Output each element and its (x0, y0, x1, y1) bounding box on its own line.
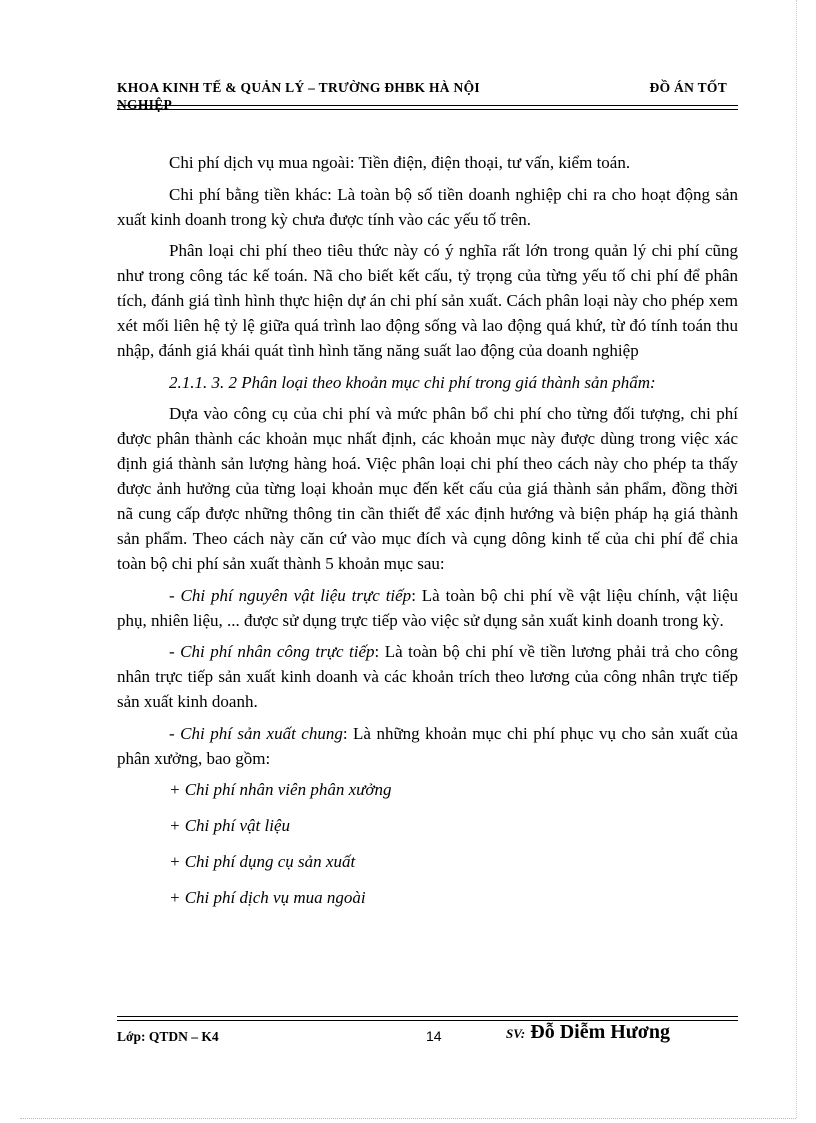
header-faculty: KHOA KINH TẾ & QUẢN LÝ – TRƯỜNG ĐHBK HÀ NỘI (117, 80, 480, 95)
list-item: + Chi phí vật liệu (169, 816, 291, 835)
header-rule-top (117, 105, 738, 106)
item-direct-materials-label: - Chi phí nguyên vật liệu trực tiếp (169, 585, 412, 605)
paragraph-cost-items-basis: Dựa vào công cụ của chi phí và mức phân bổ chi phí cho từng đối tượng, chi phí được phân thành các khoản mục nhất định, các khoản mục này được dùng trong việc xác định giá thành sản lượng hàng hoá. Việc phân loại chi phí theo cách này cho phép ta thấy được ảnh hưởng của từng loại khoản mục đến kết cấu của giá thành sản phẩm, đồng thời nã cung cấp được những thông tin cần thiết để xác định hướng và biện pháp hạ giá thành sản phẩm. Theo cách này căn cứ vào mục đích và cụng dông kinh tế của chi phí để chia toàn bộ chi phí sản xuất thành 5 khoản mục sau: (117, 404, 738, 573)
footer-class: Lớp: QTDN – K4 (117, 1029, 219, 1044)
paragraph-other-cash-costs: Chi phí bằng tiền khác: Là toàn bộ số tiền doanh nghiệp chi ra cho hoạt động sản xuất kinh doanh trong kỳ chưa được tính vào các yếu tố trên. (117, 184, 738, 229)
item-overhead-text: : Là những khoản mục chi phí phục vụ cho sản xuất của phân xưởng, bao gồm: (117, 723, 738, 768)
paragraph-classification-significance: Phân loại chi phí theo tiêu thức này có ý nghĩa rất lớn trong quản lý chi phí cũng như trong công tác kế toán. Nã cho biết kết cấu, tỷ trọng của từng yếu tố chi phí để phân tích, đánh giá tình hình thực hiện dự án chi phí sản xuất. Cách phân loại này cho phép xem xét mối liên hệ tỷ lệ giữa quá trình lao động sống và lao động quá khứ, từ đó tính toán thu nhập, đánh giá khái quát tình hình tăng năng suất lao động của doanh nghiệp (117, 241, 738, 360)
list-item: + Chi phí dịch vụ mua ngoài (169, 888, 366, 907)
header-document-type-continued: NGHIỆP (117, 97, 173, 112)
page-right-edge (796, 0, 797, 1118)
page-number: 14 (426, 1028, 442, 1044)
footer-student (506, 1021, 670, 1044)
item-overhead-label: - Chi phí sản xuất chung (169, 723, 343, 743)
item-overhead (117, 721, 738, 771)
item-direct-materials (117, 583, 738, 633)
page-body (117, 150, 738, 921)
item-direct-materials-text: : Là toàn bộ chi phí về vật liệu chính, vật liệu phụ, nhiên liệu, ... được sử dụng trực tiếp vào việc sử dụng sản xuất kinh doanh trong kỳ. (117, 585, 738, 630)
page-bottom-edge (20, 1118, 796, 1119)
section-subheading: 2.1.1. 3. 2 Phân loại theo khoản mục chi phí trong giá thành sản phẩm: (169, 372, 656, 392)
item-direct-labor-text: : Là toàn bộ chi phí về tiền lương phải trả cho công nhân trực tiếp sản xuất kinh doanh và các khoản trích theo lương của công nhân trực tiếp sản xuất kinh doanh. (117, 642, 739, 711)
student-label: SV: (506, 1026, 526, 1041)
student-name: Đỗ Diễm Hương (525, 1021, 671, 1043)
list-item: + Chi phí nhân viên phân xưởng (169, 780, 392, 799)
paragraph-outsourced-services: Chi phí dịch vụ mua ngoài: Tiền điện, điện thoại, tư vấn, kiểm toán. (169, 153, 631, 172)
header-document-type: ĐỒ ÁN TỐT (649, 80, 727, 95)
item-direct-labor-label: - Chi phí nhân công trực tiếp (169, 642, 375, 661)
list-item: + Chi phí dụng cụ sản xuất (169, 852, 356, 871)
header-rule-bottom (117, 109, 738, 110)
page-footer (117, 1019, 738, 1059)
item-direct-labor (117, 639, 738, 714)
footer-rule-top (117, 1016, 738, 1017)
